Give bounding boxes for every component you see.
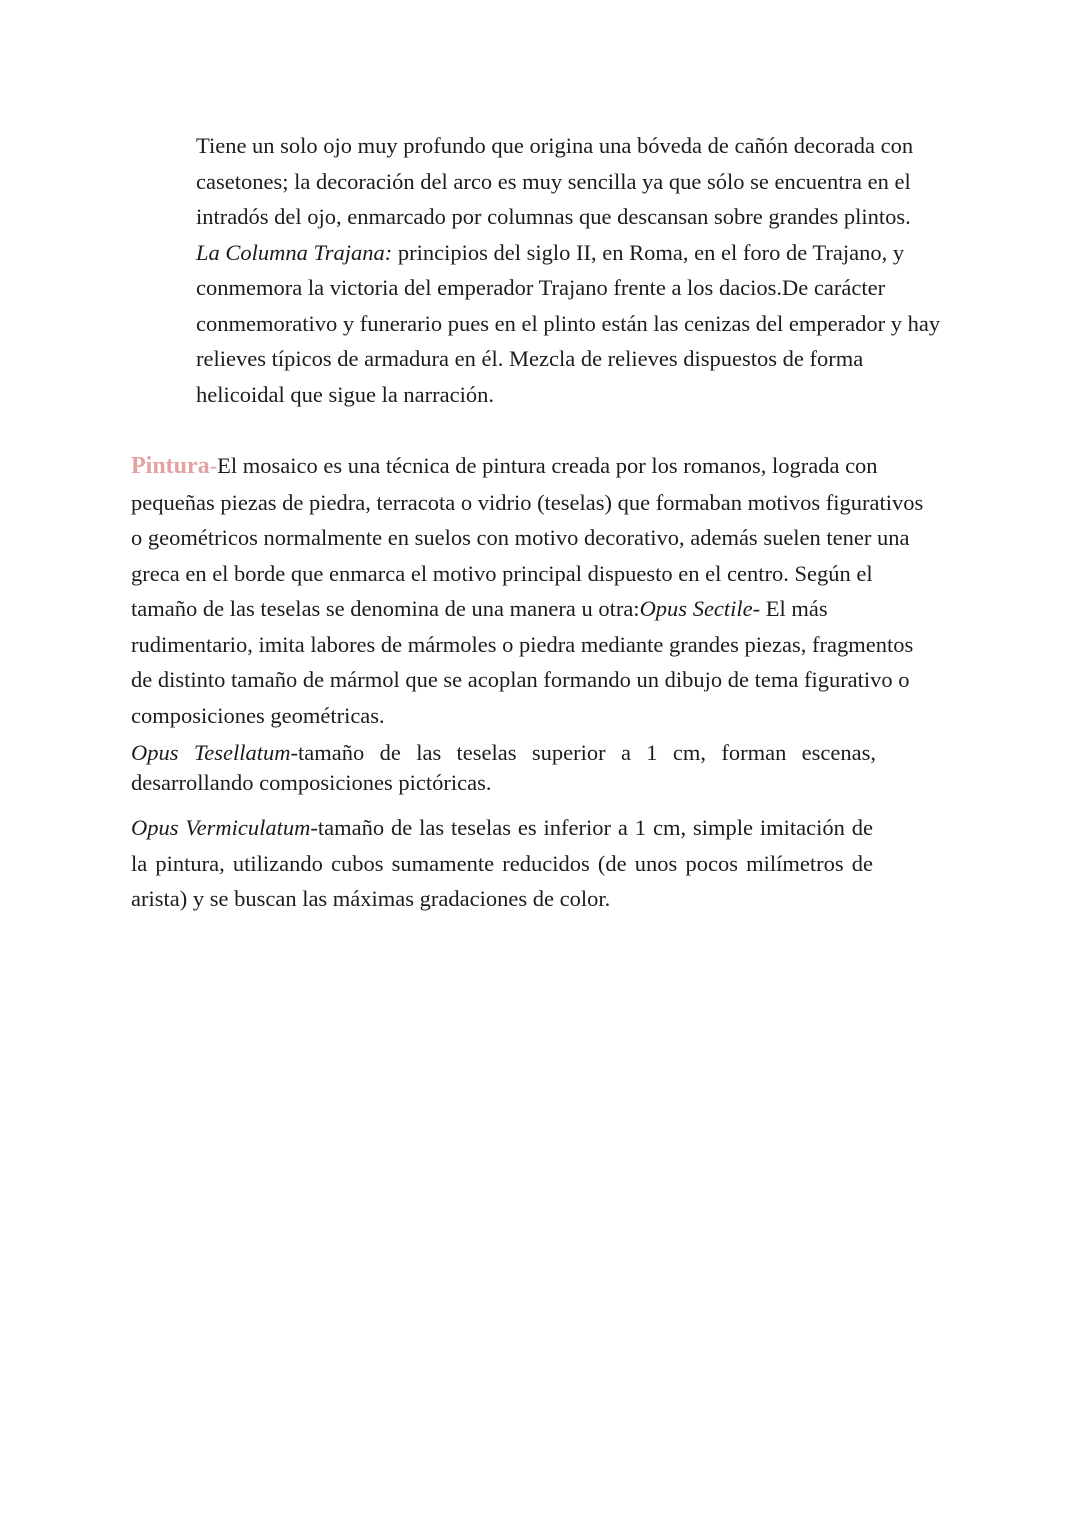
painting-intro-text: El mosaico es una técnica de pintura creada por los romanos, lograda con pequeñas piezas de piedra, terracota o vidrio (teselas) que formaban motivos figurativos o geométricos normalmente en suelos con motivo decorativo, además suelen tener una greca en el borde que enmarca el motivo principal dispuesto en el centro. Según el tamaño de las teselas se denomina de una manera u otra: — [131, 453, 924, 621]
painting-section — [131, 448, 936, 917]
opus-sectile-term: Opus Sectile — [639, 596, 753, 621]
painting-intro-paragraph — [131, 448, 936, 733]
column-text: principios del siglo II, en Roma, en el foro de Trajano, y conmemora la victoria del emperador Trajano frente a los dacios.De carácter conmemorativo y funerario pues en el plinto están las cenizas del emperador y hay relieves típicos de armadura en él. Mezcla de relieves dispuestos de forma helicoidal que sigue la narración. — [196, 239, 941, 407]
arch-text: Tiene un solo ojo muy profundo que origina una bóveda de cañón decorada con casetones; la decoración del arco es muy sencilla ya que sólo se encuentra en el intradós del ojo, enmarcado por columnas que descansan sobre grandes plintos. — [196, 133, 914, 229]
arch-paragraph — [196, 128, 941, 235]
column-title: La Columna Trajana: — [196, 239, 393, 265]
opus-vermiculatum-term: Opus Vermiculatum — [131, 815, 311, 840]
opus-sectile-text: - El más rudimentario, imita labores de mármoles o piedra mediante grandes piezas, fragmentos de distinto tamaño de mármol que se acoplan formando un dibujo de tema figurativo o composiciones geométricas. — [131, 596, 914, 728]
opus-tesellatum-text: -tamaño de las teselas superior a 1 cm, forman escenas, desarrollando composiciones pictóricas. — [131, 740, 877, 795]
painting-heading-separator: - — [209, 453, 218, 478]
column-paragraph — [196, 235, 941, 413]
monuments-block — [196, 128, 941, 412]
opus-tesellatum-paragraph — [131, 738, 876, 798]
opus-vermiculatum-paragraph — [131, 810, 873, 917]
painting-heading: Pintura — [131, 453, 210, 479]
opus-tesellatum-term: Opus Tesellatum — [131, 740, 291, 765]
opus-vermiculatum-text: -tamaño de las teselas es inferior a 1 cm, simple imitación de la pintura, utilizando cubos sumamente reducidos (de unos pocos milímetros de arista) y se buscan las máximas gradaciones de color. — [131, 815, 873, 911]
